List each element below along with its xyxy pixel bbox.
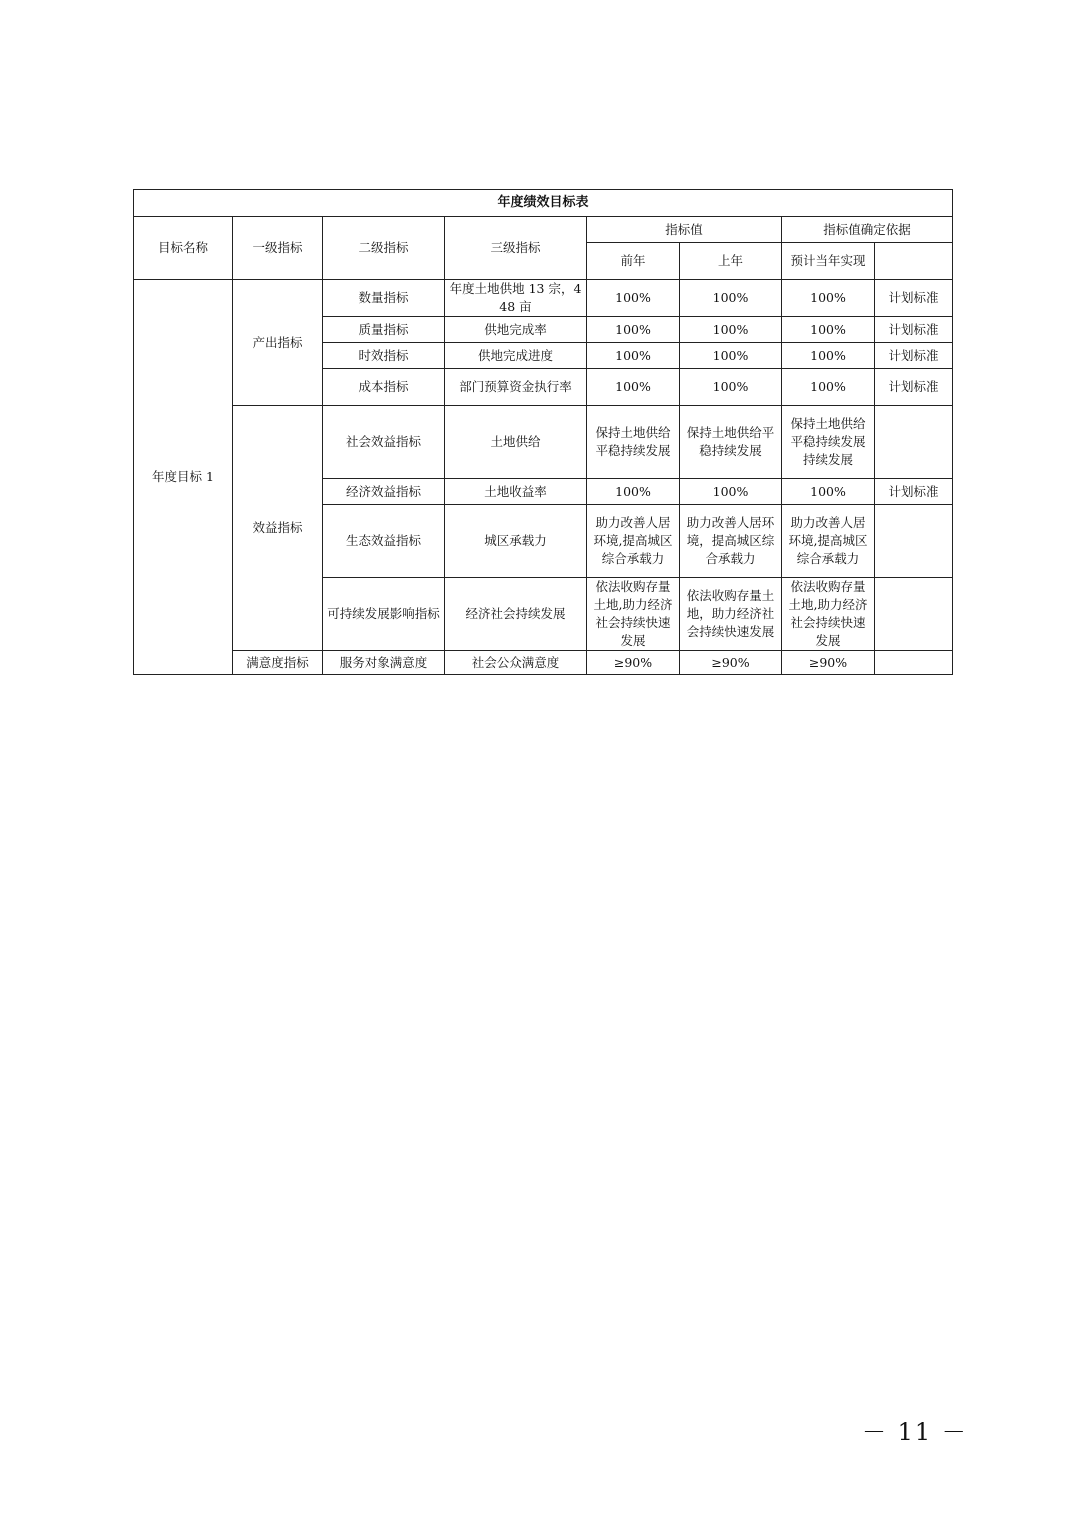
level3-cell: 供地完成进度	[445, 343, 587, 369]
expected-cell: 100%	[782, 317, 875, 343]
header-last-year: 上年	[680, 243, 782, 280]
last-year-cell: 100%	[680, 369, 782, 406]
header-indicator-value: 指标值	[587, 217, 782, 243]
basis-cell: 计划标准	[875, 479, 953, 505]
prev-year-cell: 100%	[587, 317, 680, 343]
header-level1: 一级指标	[233, 217, 323, 280]
prev-year-cell: 助力改善人居环境,提高城区综合承载力	[587, 505, 680, 578]
table-row	[134, 280, 953, 317]
expected-cell: 依法收购存量土地,助力经济社会持续快速发展	[782, 578, 875, 651]
expected-cell: 100%	[782, 369, 875, 406]
prev-year-cell: 100%	[587, 343, 680, 369]
header-expected: 预计当年实现	[782, 243, 875, 280]
level2-cell: 可持续发展影响指标	[323, 578, 445, 651]
table-row	[134, 651, 953, 675]
prev-year-cell: ≥90%	[587, 651, 680, 675]
table-row	[134, 406, 953, 479]
group-output: 产出指标	[233, 280, 323, 406]
prev-year-cell: 100%	[587, 479, 680, 505]
header-level2: 二级指标	[323, 217, 445, 280]
level3-cell: 城区承载力	[445, 505, 587, 578]
basis-cell: 计划标准	[875, 343, 953, 369]
last-year-cell: 100%	[680, 479, 782, 505]
basis-cell: 计划标准	[875, 280, 953, 317]
last-year-cell: 助力改善人居环境，提高城区综合承载力	[680, 505, 782, 578]
goal-name-cell: 年度目标 1	[134, 280, 233, 675]
last-year-cell: 保持土地供给平稳持续发展	[680, 406, 782, 479]
page-number: － 11 －	[862, 1418, 968, 1446]
header-level3: 三级指标	[445, 217, 587, 280]
prev-year-cell: 依法收购存量土地,助力经济社会持续快速发展	[587, 578, 680, 651]
last-year-cell: 依法收购存量土地，助力经济社会持续快速发展	[680, 578, 782, 651]
basis-cell	[875, 578, 953, 651]
expected-cell: ≥90%	[782, 651, 875, 675]
expected-cell: 助力改善人居环境,提高城区综合承载力	[782, 505, 875, 578]
expected-cell: 100%	[782, 479, 875, 505]
performance-goal-table	[133, 189, 953, 675]
level3-cell: 部门预算资金执行率	[445, 369, 587, 406]
prev-year-cell: 100%	[587, 280, 680, 317]
table-title: 年度绩效目标表	[134, 190, 953, 217]
basis-cell	[875, 505, 953, 578]
basis-cell: 计划标准	[875, 369, 953, 406]
expected-cell: 保持土地供给平稳持续发展持续发展	[782, 406, 875, 479]
basis-cell: 计划标准	[875, 317, 953, 343]
expected-cell: 100%	[782, 280, 875, 317]
last-year-cell: 100%	[680, 317, 782, 343]
last-year-cell: ≥90%	[680, 651, 782, 675]
level3-cell: 年度土地供地 13 宗，448 亩	[445, 280, 587, 317]
header-goal-name: 目标名称	[134, 217, 233, 280]
last-year-cell: 100%	[680, 280, 782, 317]
basis-cell	[875, 651, 953, 675]
level3-cell: 供地完成率	[445, 317, 587, 343]
group-satisfaction: 满意度指标	[233, 651, 323, 675]
last-year-cell: 100%	[680, 343, 782, 369]
basis-cell	[875, 406, 953, 479]
prev-year-cell: 100%	[587, 369, 680, 406]
level3-cell: 社会公众满意度	[445, 651, 587, 675]
level2-cell: 服务对象满意度	[323, 651, 445, 675]
level2-cell: 质量指标	[323, 317, 445, 343]
expected-cell: 100%	[782, 343, 875, 369]
level2-cell: 社会效益指标	[323, 406, 445, 479]
level3-cell: 经济社会持续发展	[445, 578, 587, 651]
level3-cell: 土地供给	[445, 406, 587, 479]
level2-cell: 生态效益指标	[323, 505, 445, 578]
header-basis: 指标值确定依据	[782, 217, 953, 243]
level2-cell: 经济效益指标	[323, 479, 445, 505]
level2-cell: 数量指标	[323, 280, 445, 317]
level2-cell: 成本指标	[323, 369, 445, 406]
group-benefit: 效益指标	[233, 406, 323, 651]
prev-year-cell: 保持土地供给平稳持续发展	[587, 406, 680, 479]
level2-cell: 时效指标	[323, 343, 445, 369]
level3-cell: 土地收益率	[445, 479, 587, 505]
header-empty	[875, 243, 953, 280]
header-prev-year: 前年	[587, 243, 680, 280]
